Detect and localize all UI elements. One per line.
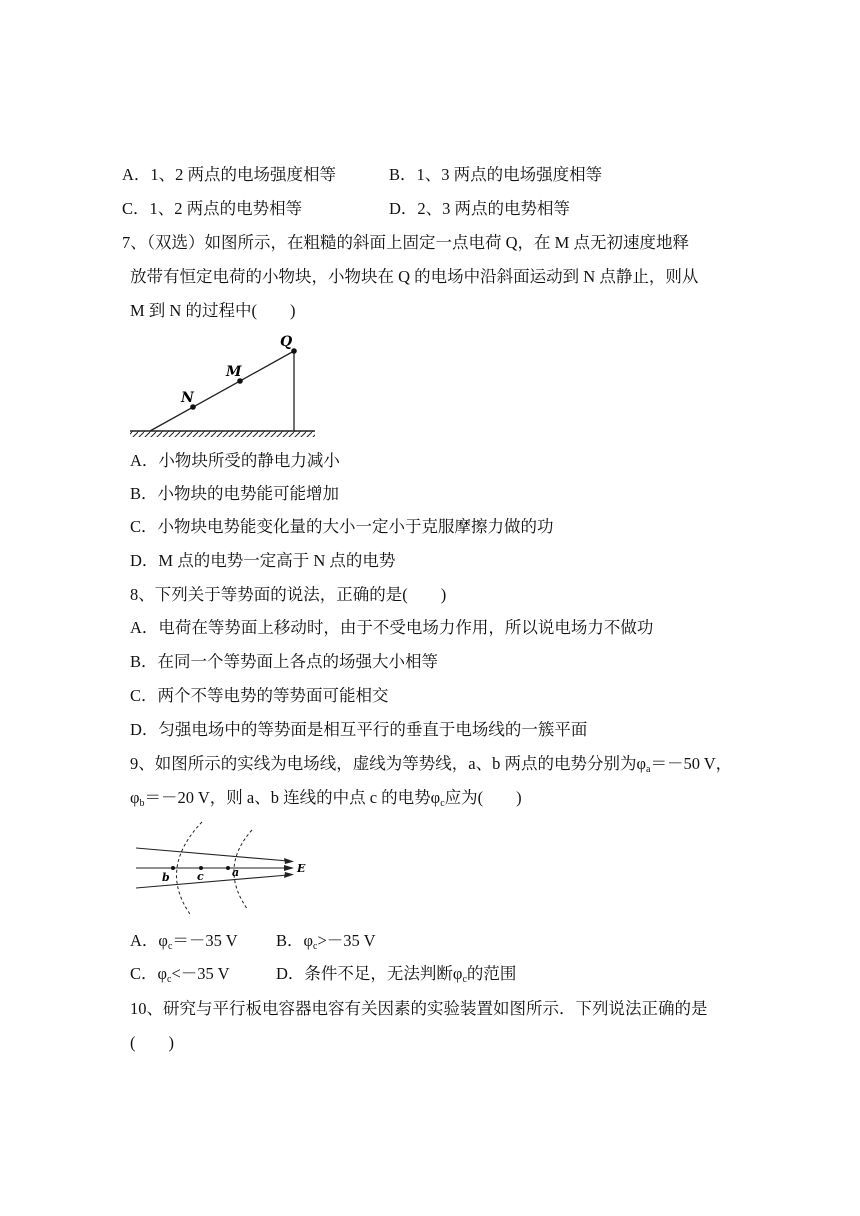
label-b: b (162, 871, 170, 884)
q8-stem: 8、下列关于等势面的说法，正确的是( ) (130, 585, 447, 604)
q7-stem-line1: 7、（双选）如图所示，在粗糙的斜面上固定一点电荷 Q，在 M 点无初速度地释 (122, 233, 689, 252)
q8-option-b: B．在同一个等势面上各点的场强大小相等 (130, 652, 439, 671)
label-c: c (197, 870, 204, 883)
point-a (226, 866, 230, 870)
q8-option-a: A．电荷在等势面上移动时，由于不受电场力作用，所以说电场力不做功 (130, 618, 654, 637)
label-e: E (297, 862, 306, 875)
q6-option-b: B．1、3 两点的电场强度相等 (389, 165, 603, 184)
q7-option-a: A．小物块所受的静电力减小 (130, 451, 340, 470)
arrow-top (284, 858, 294, 864)
label-n: N (181, 390, 194, 406)
field-line-bottom (136, 875, 288, 888)
q7-stem-line3: M 到 N 的过程中( ) (130, 301, 296, 320)
q9-option-d: D．条件不足，无法判断$\varphi_c$的范围 (276, 964, 517, 985)
ground-hatch (130, 431, 315, 437)
label-a: a (232, 866, 240, 879)
q9-option-c: C．$\varphi_c<-35$ V (130, 964, 230, 985)
q9-stem-line2: $\varphi_b=-20$ V，则 a、b 连线的中点 c 的电势$\varphi_c$应为( ) (130, 788, 522, 809)
q7-incline-figure (120, 330, 330, 440)
arrow-middle (284, 865, 294, 871)
q6-option-c: C．1、2 两点的电势相等 (122, 199, 303, 218)
field-line-top (136, 848, 288, 861)
q8-option-d: D．匀强电场中的等势面是相互平行的垂直于电场线的一簇平面 (130, 720, 588, 739)
q7-option-d: D．M 点的电势一定高于 N 点的电势 (130, 551, 396, 570)
incline-line (150, 351, 294, 431)
label-m: M (226, 364, 242, 380)
arrow-bottom (284, 872, 294, 878)
q9-field-figure (130, 818, 320, 918)
q7-option-b: B．小物块的电势能可能增加 (130, 484, 340, 503)
q6-option-a: A．1、2 两点的电场强度相等 (122, 165, 337, 184)
q7-option-c: C．小物块电势能变化量的大小一定小于克服摩擦力做的功 (130, 517, 554, 536)
q10-stem-line2: ( ) (130, 1033, 174, 1052)
q8-option-c: C．两个不等电势的等势面可能相交 (130, 686, 389, 705)
q9-option-b: B．$\varphi_c>-35$ V (276, 931, 376, 952)
q7-stem-line2: 放带有恒定电荷的小物块，小物块在 Q 的电场中沿斜面运动到 N 点静止，则从 (130, 267, 699, 286)
point-b (171, 866, 175, 870)
q10-stem-line1: 10、研究与平行板电容器电容有关因素的实验装置如图所示．下列说法正确的是 (130, 999, 708, 1018)
q6-option-d: D．2、3 两点的电势相等 (389, 199, 571, 218)
label-q: Q (280, 334, 293, 350)
q9-option-a: A．$\varphi_c=-35$ V (130, 931, 238, 952)
q9-stem-line1: 9、如图所示的实线为电场线，虚线为等势线，a、b 两点的电势分别为$\varphi_a=-50$ V， (130, 754, 733, 775)
